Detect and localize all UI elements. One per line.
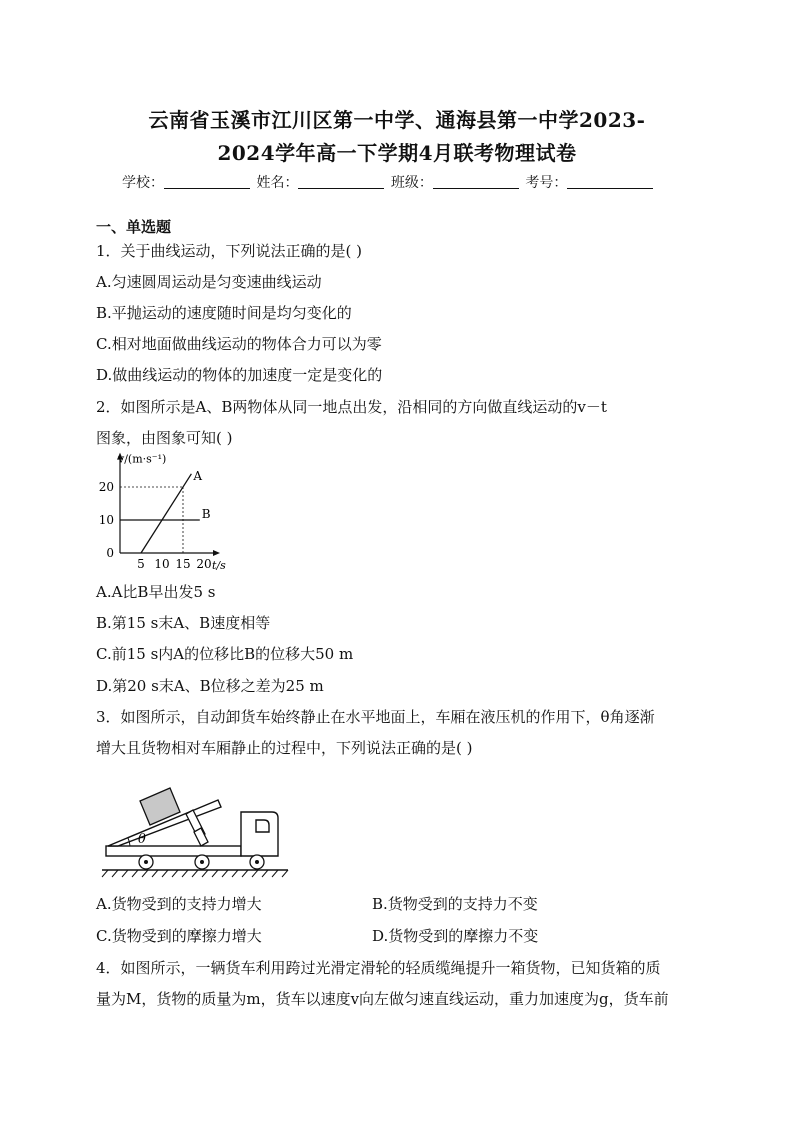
q3-option-a: A.货物受到的支持力增大 — [96, 895, 262, 913]
y-tick-label: 0 — [106, 546, 114, 560]
number-label: 考号： — [525, 175, 568, 191]
name-field[interactable] — [298, 174, 384, 189]
school-label: 学校： — [122, 175, 164, 191]
theta-label: θ — [138, 832, 146, 847]
y-tick-label: 10 — [98, 513, 114, 527]
x-tick-label: 15 — [175, 557, 191, 570]
q1-option-b: B.平抛运动的速度随时间是均匀变化的 — [96, 304, 352, 322]
q4-stem-line-2: 量为M，货物的质量为m，货车以速度v向左做匀速直线运动，重力加速度为g，货车前 — [96, 990, 669, 1008]
q3-option-c: C.货物受到的摩擦力增大 — [96, 927, 262, 945]
series-A-line — [141, 474, 191, 553]
x-tick-label: 10 — [154, 557, 170, 570]
student-info-row — [122, 172, 655, 192]
wheel — [139, 855, 153, 869]
title-line-2: 2024学年高一下学期4月联考物理试卷 — [217, 141, 577, 165]
q2-option-d: D.第20 s末A、B位移之差为25 m — [96, 677, 324, 695]
q3-option-d: D.货物受到的摩擦力不变 — [372, 927, 539, 945]
q2-stem-line-2: 图象，由图象可知( ) — [96, 429, 233, 447]
x-tick-label: 20 — [196, 557, 212, 570]
y-axis-label: v/(m·s⁻¹) — [118, 452, 167, 466]
wheel — [195, 855, 209, 869]
q1-option-a: A.匀速圆周运动是匀变速曲线运动 — [96, 273, 322, 291]
series-B-label: B — [201, 507, 211, 521]
q1-option-c: C.相对地面做曲线运动的物体合力可以为零 — [96, 335, 382, 353]
name-label: 姓名： — [256, 175, 299, 191]
q1-option-d: D.做曲线运动的物体的加速度一定是变化的 — [96, 366, 383, 384]
title-line-1: 云南省玉溪市江川区第一中学、通海县第一中学2023- — [148, 108, 646, 132]
truck-cab — [241, 812, 278, 856]
x-axis-arrow — [213, 550, 220, 556]
school-field[interactable] — [164, 174, 250, 189]
class-label: 班级： — [390, 175, 433, 191]
ground-hatch — [102, 870, 288, 877]
x-tick-label: 5 — [137, 557, 145, 570]
q4-stem-line-1: 4．如图所示，一辆货车利用跨过光滑定滑轮的轻质缆绳提升一箱货物，已知货箱的质 — [96, 959, 661, 977]
y-tick-label: 20 — [98, 480, 114, 494]
vt-graph — [96, 452, 246, 570]
dump-truck-figure — [100, 770, 290, 880]
x-axis-label: t/s — [212, 559, 226, 570]
q3-stem-line-1: 3．如图所示，自动卸货车始终静止在水平地面上，车厢在液压机的作用下，θ角逐渐 — [96, 708, 655, 726]
q3-option-b: B.货物受到的支持力不变 — [372, 895, 538, 913]
wheel — [250, 855, 264, 869]
cab-window — [256, 820, 269, 832]
number-field[interactable] — [567, 174, 653, 189]
q1-stem: 1．关于曲线运动，下列说法正确的是( ) — [96, 242, 363, 260]
truck-chassis — [106, 846, 241, 856]
section-heading: 一、单选题 — [96, 218, 172, 236]
q2-option-c: C.前15 s内A的位移比B的位移大50 m — [96, 645, 354, 663]
series-A-label: A — [193, 468, 203, 483]
q2-stem-line-1: 2．如图所示是A、B两物体从同一地点出发，沿相同的方向做直线运动的v－t — [96, 398, 607, 416]
q3-stem-line-2: 增大且货物相对车厢静止的过程中，下列说法正确的是( ) — [96, 739, 473, 757]
class-field[interactable] — [433, 174, 519, 189]
q2-option-b: B.第15 s末A、B速度相等 — [96, 614, 271, 632]
q2-option-a: A.A比B早出发5 s — [96, 583, 216, 601]
